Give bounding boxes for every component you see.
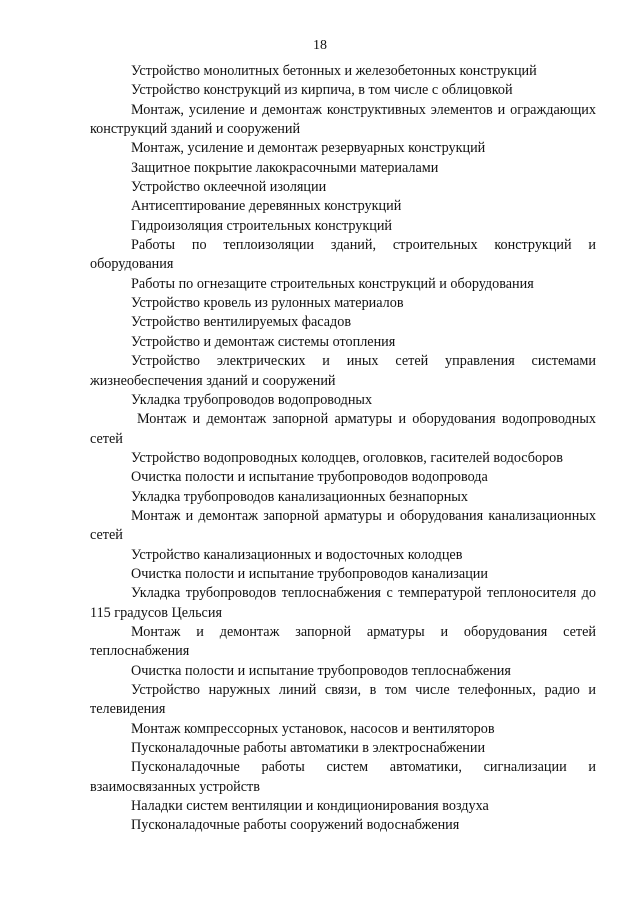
list-item: Укладка трубопроводов канализационных безнапорных xyxy=(131,488,468,505)
list-item: Монтаж, усиление и демонтаж конструктивных элементов и ограждающих конструкций зданий и сооружений xyxy=(90,101,596,138)
list-item: Устройство канализационных и водосточных колодцев xyxy=(131,546,463,563)
list-item: Пусконаладочные работы автоматики в электроснабжении xyxy=(131,740,486,757)
list-item: Монтаж компрессорных установок, насосов и вентиляторов xyxy=(131,720,495,737)
list-item: Укладка трубопроводов теплоснабжения с температурой теплоносителя до 115 градусов Цельсия xyxy=(90,585,596,621)
list-item: Устройство конструкций из кирпича, в том числе с облицовкой xyxy=(131,82,513,99)
list-item: Устройство водопроводных колодцев, оголовков, гасителей водосборов xyxy=(131,449,563,466)
list-item: Защитное покрытие лакокрасочными материалами xyxy=(131,159,439,176)
list-item: Монтаж и демонтаж запорной арматуры и оборудования сетей теплоснабжения xyxy=(90,623,596,660)
list-item: Монтаж и демонтаж запорной арматуры и оборудования канализационных сетей xyxy=(90,507,596,544)
list-item: Устройство наружных линий связи, в том числе телефонных, радио и телевидения xyxy=(90,682,596,718)
list-item: Устройство и демонтаж системы отопления xyxy=(131,333,396,350)
list-item: Устройство кровель из рулонных материалов xyxy=(131,295,404,312)
list-item: Работы по теплоизоляции зданий, строительных конструкций и оборудования xyxy=(90,237,596,273)
list-item: Очистка полости и испытание трубопроводов теплоснабжения xyxy=(131,662,511,679)
list-item: Устройство монолитных бетонных и железобетонных конструкций xyxy=(131,63,537,79)
list-item: Пусконаладочные работы сооружений водоснабжения xyxy=(131,817,460,834)
page-number: 18 xyxy=(313,38,327,53)
list-item: Антисептирование деревянных конструкций xyxy=(131,198,402,215)
list-item: Пусконаладочные работы систем автоматики, сигнализации и взаимосвязанных устройств xyxy=(90,759,596,795)
list-item: Монтаж, усиление и демонтаж резервуарных конструкций xyxy=(131,140,486,157)
list-item: Работы по огнезащите строительных конструкций и оборудования xyxy=(131,275,534,292)
list-item: Очистка полости и испытание трубопроводов водопровода xyxy=(131,469,488,486)
list-item: Монтаж и демонтаж запорной арматуры и оборудования водопроводных сетей xyxy=(90,411,596,447)
list-item: Устройство электрических и иных сетей управления системами жизнеобеспечения зданий и сооружений xyxy=(90,353,596,389)
list-item: Наладки систем вентиляции и кондиционирования воздуха xyxy=(131,798,489,815)
list-item: Очистка полости и испытание трубопроводов канализации xyxy=(131,565,488,582)
list-item: Гидроизоляция строительных конструкций xyxy=(131,217,393,234)
document-body xyxy=(90,62,596,836)
list-item: Укладка трубопроводов водопроводных xyxy=(131,391,373,408)
list-item: Устройство вентилируемых фасадов xyxy=(131,314,352,331)
list-item: Устройство оклеечной изоляции xyxy=(131,179,327,196)
